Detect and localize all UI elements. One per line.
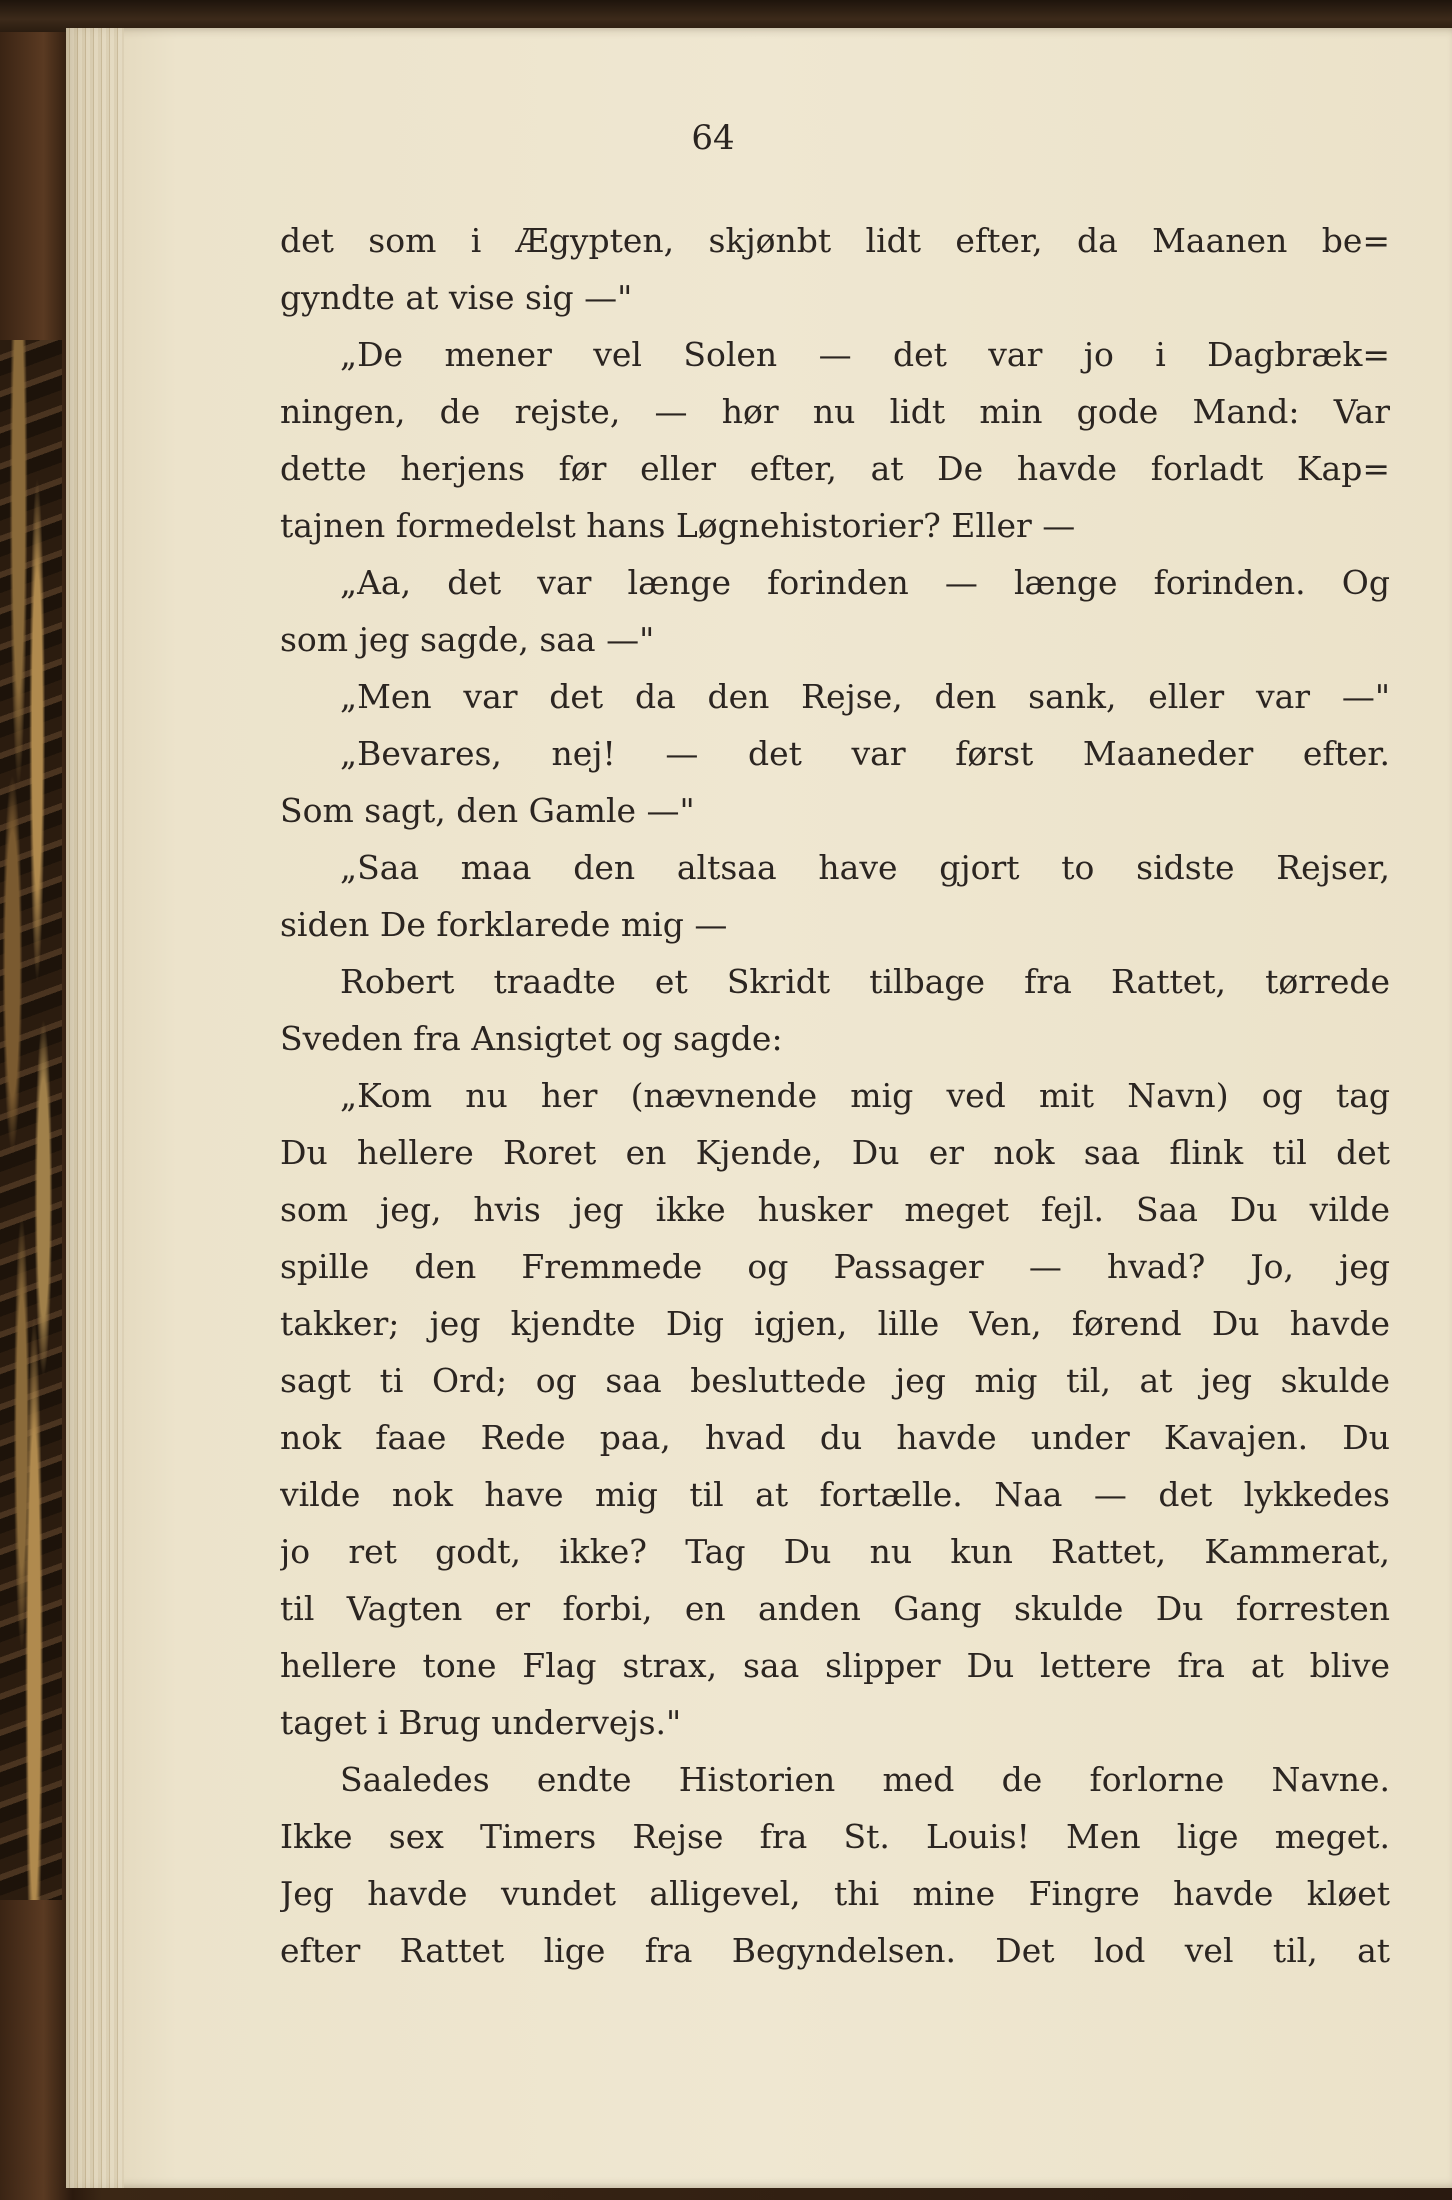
text-line: Robert traadte et Skridt tilbage fra Rattet, tørrede bbox=[340, 962, 1390, 1001]
text-line: nok faae Rede paa, hvad du havde under Kavajen. Du bbox=[280, 1418, 1390, 1457]
text-line: som jeg, hvis jeg ikke husker meget fejl. Saa Du vilde bbox=[280, 1190, 1390, 1229]
text-line: til Vagten er forbi, en anden Gang skulde Du forresten bbox=[280, 1589, 1390, 1628]
page-edges bbox=[66, 28, 124, 2188]
text-line: hellere tone Flag strax, saa slipper Du lettere fra at blive bbox=[280, 1646, 1390, 1685]
text-line: „Bevares, nej! — det var først Maaneder efter. bbox=[340, 734, 1390, 773]
text-line: sagt ti Ord; og saa besluttede jeg mig til, at jeg skulde bbox=[280, 1361, 1390, 1400]
text-line: dette herjens før eller efter, at De havde forladt Kap= bbox=[280, 449, 1390, 488]
text-line: Ikke sex Timers Rejse fra St. Louis! Men lige meget. bbox=[280, 1817, 1390, 1856]
text-line: spille den Fremmede og Passager — hvad? Jo, jeg bbox=[280, 1247, 1390, 1286]
text-line: Som sagt, den Gamle —" bbox=[280, 791, 695, 830]
text-line: som jeg sagde, saa —" bbox=[280, 620, 655, 659]
marbled-cover bbox=[0, 340, 62, 1900]
text-line: takker; jeg kjendte Dig igjen, lille Ven, førend Du havde bbox=[280, 1304, 1390, 1343]
text-line: det som i Ægypten, skjønbt lidt efter, da Maanen be= bbox=[280, 221, 1390, 260]
page-number: 64 bbox=[691, 118, 735, 158]
text-line: jo ret godt, ikke? Tag Du nu kun Rattet, Kammerat, bbox=[280, 1532, 1390, 1571]
text-line: Sveden fra Ansigtet og sagde: bbox=[280, 1019, 783, 1058]
text-line: „Kom nu her (nævnende mig ved mit Navn) og tag bbox=[340, 1076, 1390, 1115]
text-line: ningen, de rejste, — hør nu lidt min gode Mand: Var bbox=[280, 392, 1390, 431]
text-line: efter Rattet lige fra Begyndelsen. Det lod vel til, at bbox=[280, 1931, 1390, 1970]
text-line: gyndte at vise sig —" bbox=[280, 278, 633, 317]
text-line: Jeg havde vundet alligevel, thi mine Fingre havde kløet bbox=[280, 1874, 1390, 1913]
body-text bbox=[280, 212, 1390, 1979]
text-line: „Aa, det var længe forinden — længe forinden. Og bbox=[340, 563, 1390, 602]
text-line: vilde nok have mig til at fortælle. Naa — det lykkedes bbox=[280, 1475, 1390, 1514]
text-line: „Men var det da den Rejse, den sank, eller var —" bbox=[340, 677, 1390, 716]
text-line: „Saa maa den altsaa have gjort to sidste Rejser, bbox=[340, 848, 1390, 887]
text-line: siden De forklarede mig — bbox=[280, 905, 728, 944]
text-line: Saaledes endte Historien med de forlorne Navne. bbox=[340, 1760, 1390, 1799]
text-line: Du hellere Roret en Kjende, Du er nok saa flink til det bbox=[280, 1133, 1390, 1172]
text-line: tajnen formedelst hans Løgnehistorier? Eller — bbox=[280, 506, 1076, 545]
text-line: taget i Brug undervejs." bbox=[280, 1703, 682, 1742]
text-line: „De mener vel Solen — det var jo i Dagbræk= bbox=[340, 335, 1390, 374]
